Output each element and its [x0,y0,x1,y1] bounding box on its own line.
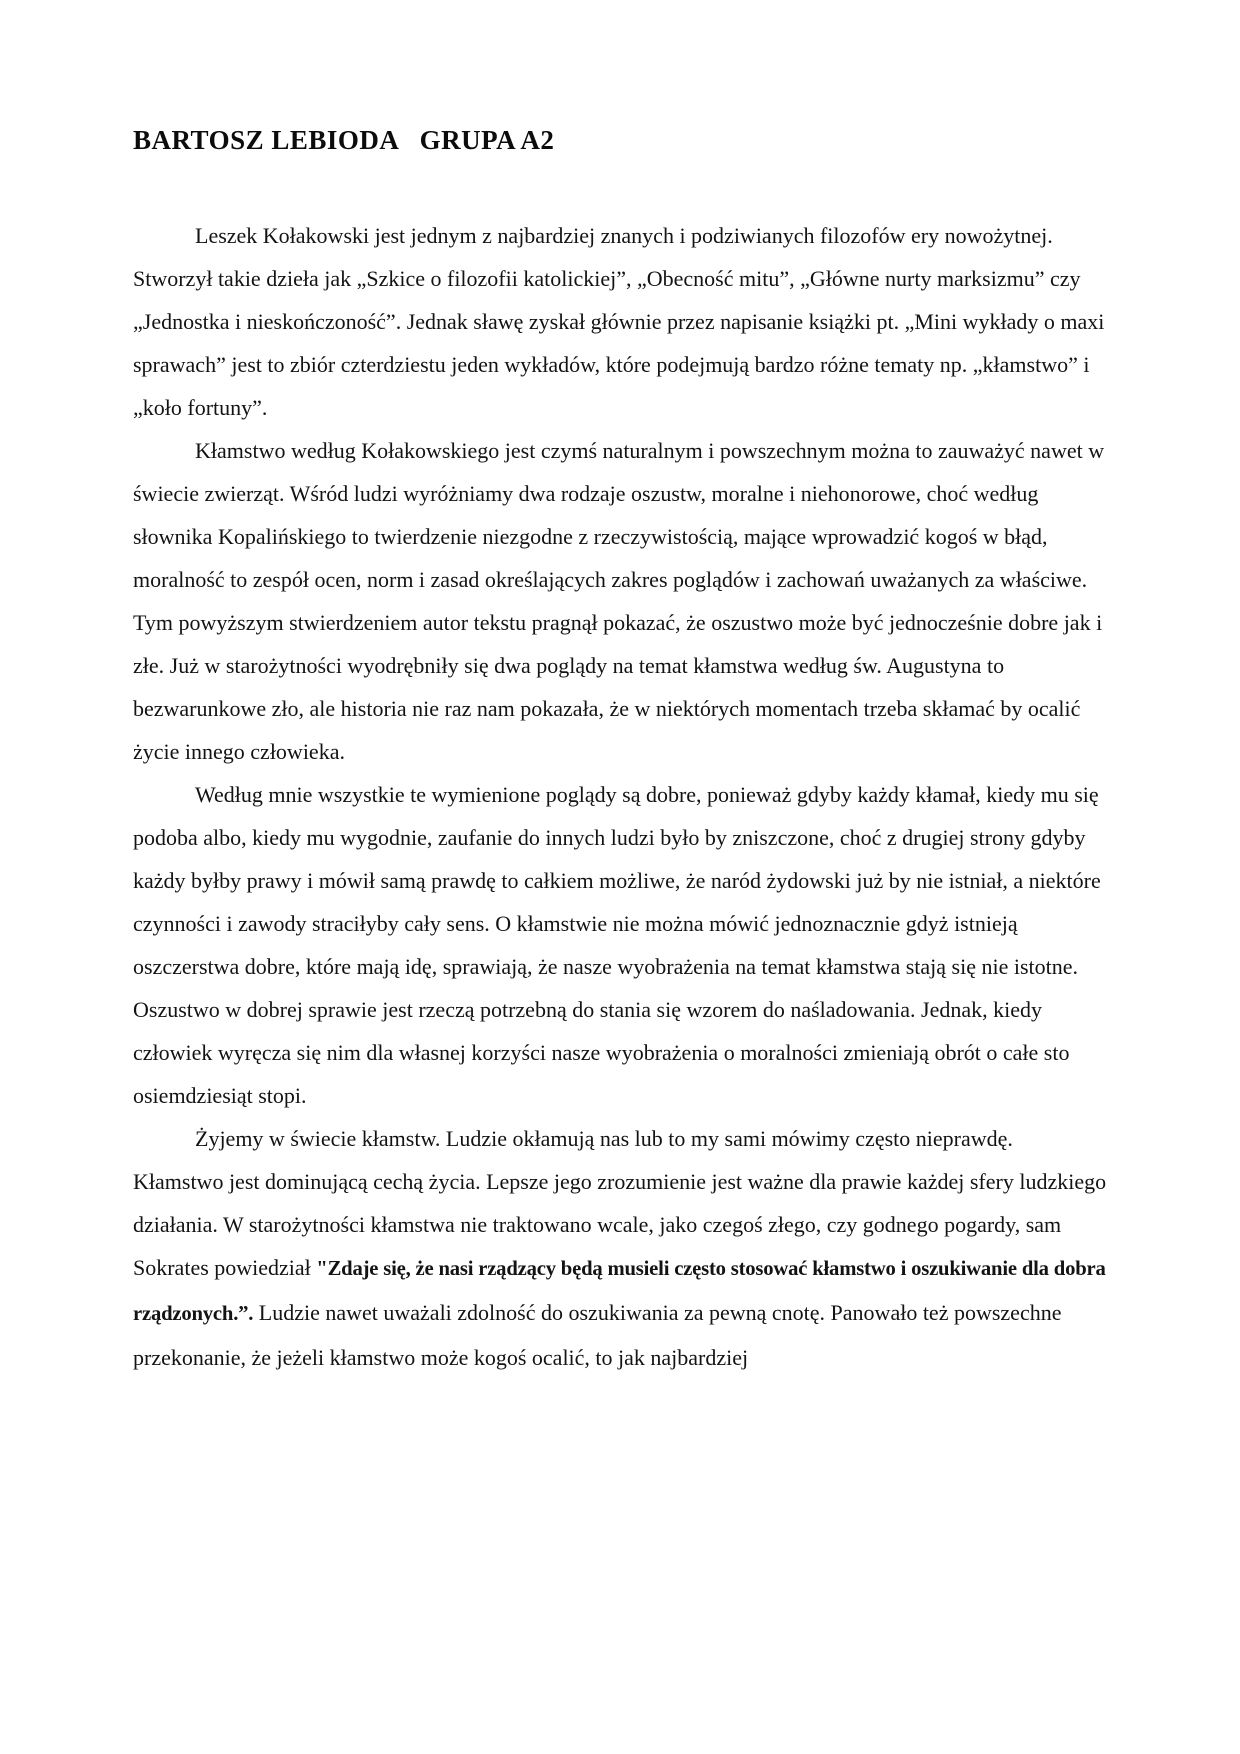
paragraph-opinion: Według mnie wszystkie te wymienione poglądy są dobre, ponieważ gdyby każdy kłamał, kiedy mu się podoba albo, kiedy mu wygodnie, zaufanie do innych ludzi było by zniszczone, choć z drugiej strony gdyby każdy byłby prawy i mówił samą prawdę to całkiem możliwe, że naród żydowski już by nie istniał, a niektóre czynności i zawody straciłyby cały sens. O kłamstwie nie można mówić jednoznacznie gdyż istnieją oszczerstwa dobre, które mają idę, sprawiają, że nasze wyobrażenia na temat kłamstwa stają się nie istotne. Oszustwo w dobrej sprawie jest rzeczą potrzebną do stania się wzorem do naśladowania. Jednak, kiedy człowiek wyręcza się nim dla własnej korzyści nasze wyobrażenia o moralności zmieniają obrót o całe sto osiemdziesiąt stopi. [133,782,1101,1108]
paragraph-intro: Leszek Kołakowski jest jednym z najbardziej znanych i podziwianych filozofów ery nowożytnej. Stworzył takie dzieła jak „Szkice o filozofii katolickiej”, „Obecność mitu”, „Główne nurty marksizmu” czy „Jednostka i nieskończoność”. Jednak sławę zyskał głównie przez napisanie książki pt. „Mini wykłady o maxi sprawach” jest to zbiór czterdziestu jeden wykładów, które podejmują bardzo różne tematy np. „kłamstwo” i „koło fortuny”. [133,223,1105,420]
sokrates-quote: "Zdaje się, że nasi rządzący będą musieli często stosować kłamstwo i oszukiwanie dla dobra rządzonych.”. [133,1258,1106,1325]
paragraph-conclusion-before-quote: Żyjemy w świecie kłamstw. Ludzie okłamują nas lub to my sami mówimy często nieprawdę. Kłamstwo jest dominującą cechą życia. Lepsze jego zrozumienie jest ważne dla prawie każdej sfery ludzkiego działania. W starożytności kłamstwa nie traktowano wcale, jako czegoś złego, czy godnego pogardy, sam Sokrates powiedział [133,1126,1107,1280]
paragraph-conclusion-after-quote: Ludzie nawet uważali zdolność do oszukiwania za pewną cnotę. Panowało też powszechne przekonanie, że jeżeli kłamstwo może kogoś ocalić, to jak najbardziej [133,1300,1062,1370]
paragraph-conclusion [133,1117,1107,1379]
page-title: BARTOSZ LEBIODA GRUPA A2 [133,125,555,155]
paragraph-klamstwo-definition: Kłamstwo według Kołakowskiego jest czymś naturalnym i powszechnym można to zauważyć nawet w świecie zwierząt. Wśród ludzi wyróżniamy dwa rodzaje oszustw, moralne i niehonorowe, choć według słownika Kopalińskiego to twierdzenie niezgodne z rzeczywistością, mające wprowadzić kogoś w błąd, moralność to zespół ocen, norm i zasad określających zakres poglądów i zachowań uważanych za właściwe. Tym powyższym stwierdzeniem autor tekstu pragnął pokazać, że oszustwo może być jednocześnie dobre jak i złe. Już w starożytności wyodrębniły się dwa poglądy na temat kłamstwa według św. Augustyna to bezwarunkowe zło, ale historia nie raz nam pokazała, że w niektórych momentach trzeba skłamać by ocalić życie innego człowieka. [133,438,1105,764]
document-body [133,214,1107,1379]
